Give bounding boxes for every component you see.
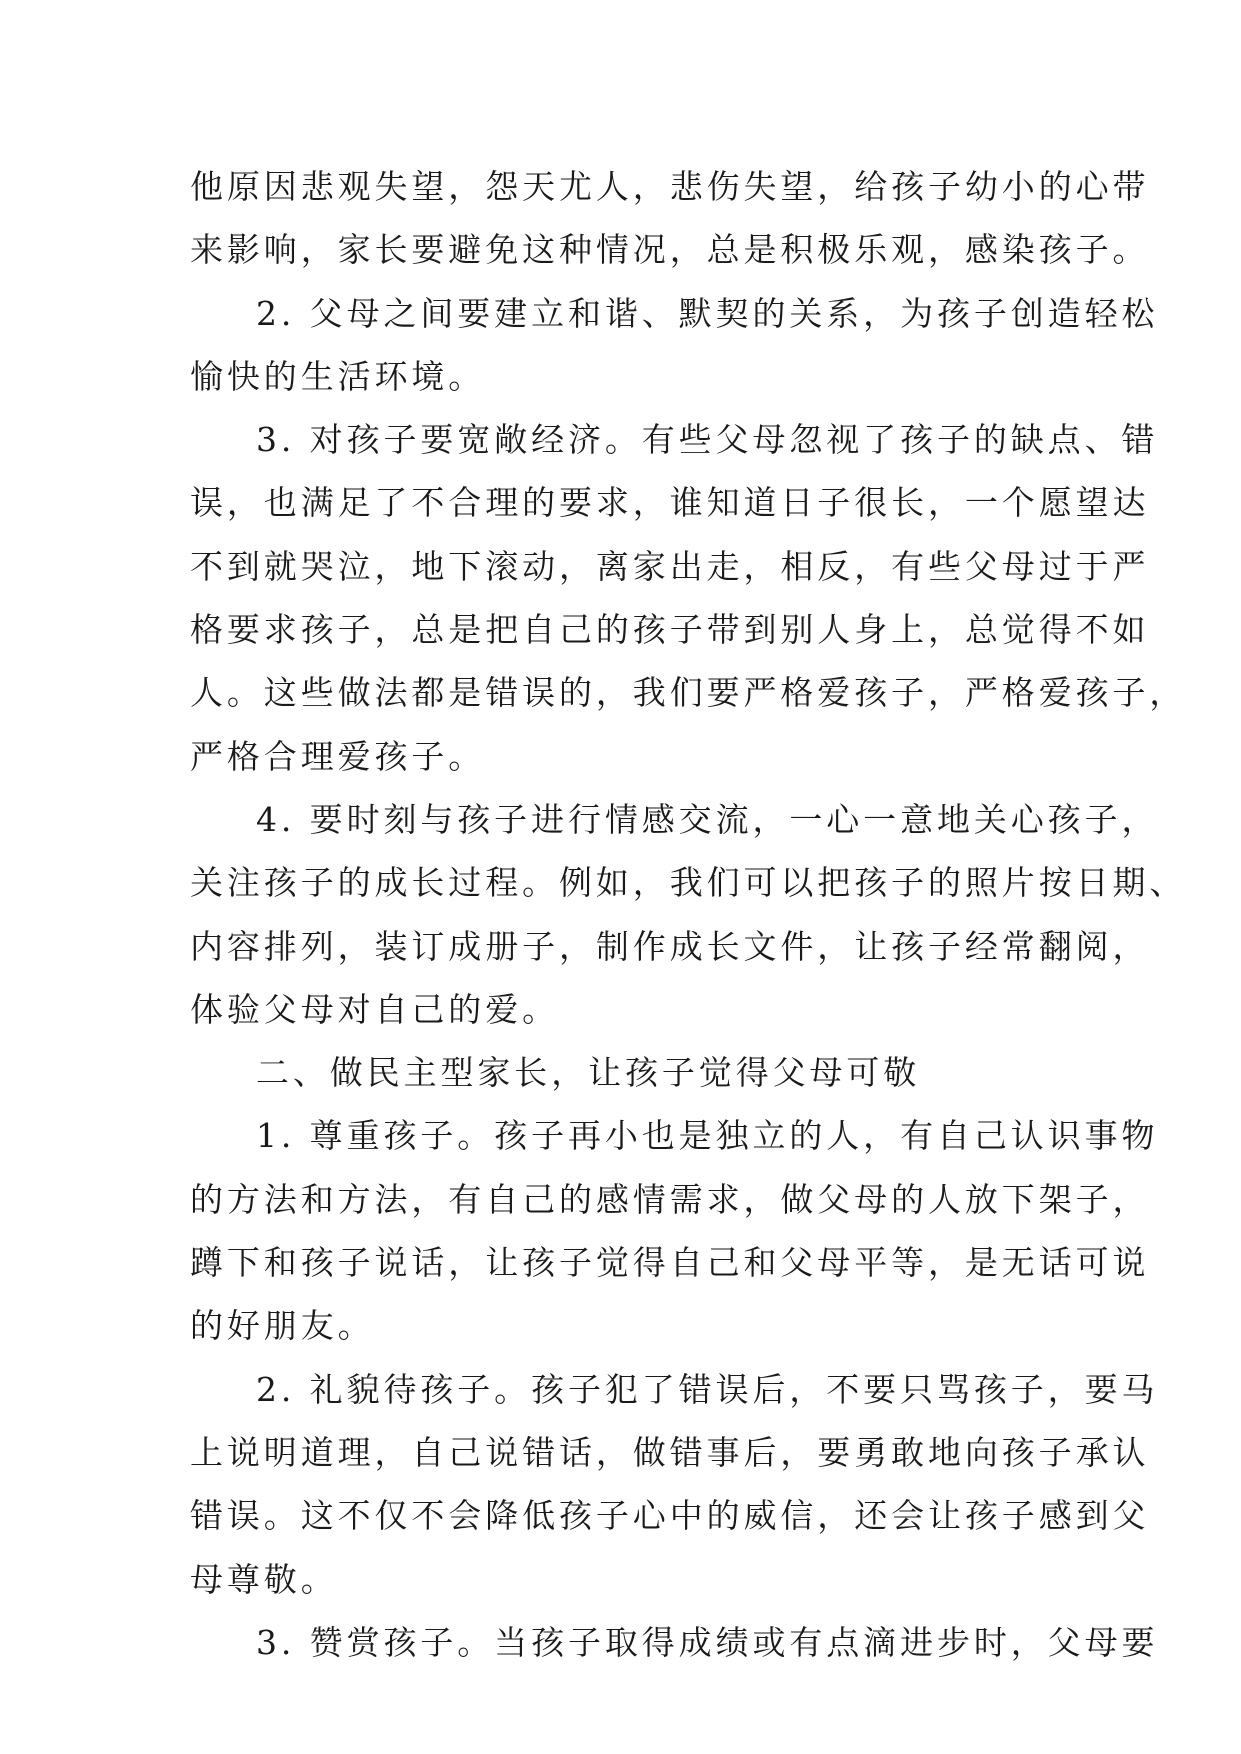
text-line: 愉快的生活环境。 (190, 356, 486, 396)
text-line: 他原因悲观失望，怨天尤人，悲伤失望，给孩子幼小的心带 (190, 167, 1150, 206)
text-line: 格要求孩子，总是把自己的孩子带到别人身上，总觉得不如 (190, 610, 1150, 650)
text-line: 内容排列，装订成册子，制作成长文件，让孩子经常翻阅， (190, 926, 1150, 966)
text-line: 1. 尊重孩子。孩子再小也是独立的人，有自己认识事物 (256, 1116, 1159, 1156)
text-line: 3. 对孩子要宽敞经济。有些父母忽视了孩子的缺点、错 (256, 420, 1159, 460)
text-line: 体验父母对自己的爱。 (190, 989, 559, 1029)
text-line: 严格合理爱孩子。 (190, 736, 486, 776)
text-line: 人。这些做法都是错误的，我们要严格爱孩子，严格爱孩子， (190, 673, 1187, 713)
text-line: 3. 赞赏孩子。当孩子取得成绩或有点滴进步时，父母要 (256, 1622, 1159, 1662)
text-line: 2. 父母之间要建立和谐、默契的关系，为孩子创造轻松 (256, 293, 1159, 333)
text-line: 4. 要时刻与孩子进行情感交流，一心一意地关心孩子， (256, 799, 1159, 839)
text-line: 2. 礼貌待孩子。孩子犯了错误后，不要只骂孩子，要马 (256, 1369, 1159, 1409)
text-line: 关注孩子的成长过程。例如，我们可以把孩子的照片按日期、 (190, 863, 1187, 903)
text-line: 不到就哭泣，地下滚动，离家出走，相反，有些父母过于严 (190, 546, 1150, 586)
text-line: 来影响，家长要避免这种情况，总是积极乐观，感染孩子。 (190, 230, 1150, 270)
text-line: 误，也满足了不合理的要求，谁知道日子很长，一个愿望达 (190, 483, 1150, 523)
text-line: 的方法和方法，有自己的感情需求，做父母的人放下架子， (190, 1179, 1150, 1219)
section-heading: 二、做民主型家长，让孩子觉得父母可敬 (256, 1053, 921, 1093)
document-body (190, 155, 1187, 1674)
text-line: 蹲下和孩子说话，让孩子觉得自己和父母平等，是无话可说 (190, 1243, 1150, 1283)
text-line: 母尊敬。 (190, 1559, 338, 1599)
text-line: 错误。这不仅不会降低孩子心中的威信，还会让孩子感到父 (190, 1496, 1150, 1536)
text-line: 的好朋友。 (190, 1306, 375, 1346)
text-line: 上说明道理，自己说错话，做错事后，要勇敢地向孩子承认 (190, 1432, 1150, 1472)
